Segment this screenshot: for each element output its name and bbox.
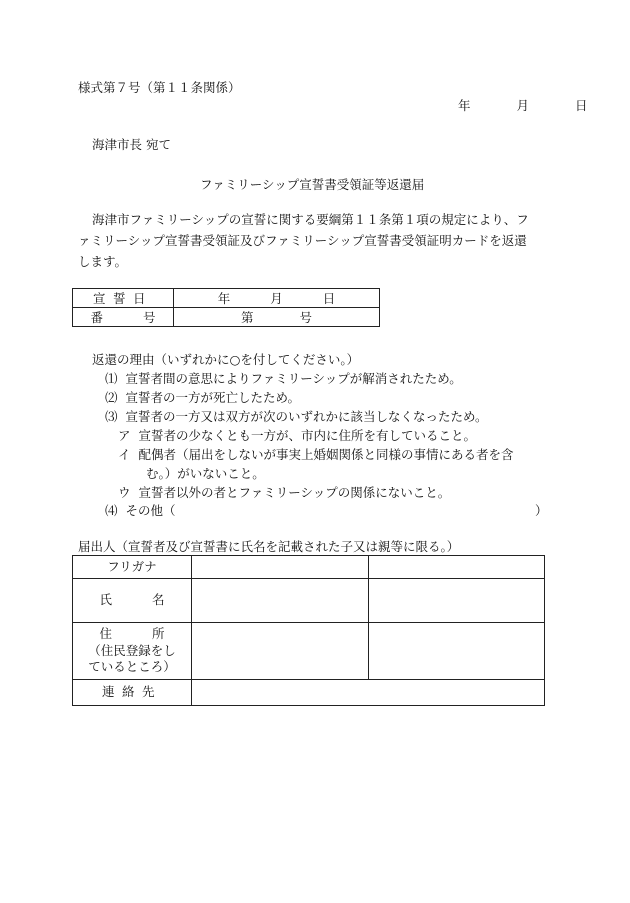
reason-4-text: その他（ xyxy=(125,503,176,518)
reason-2-number: ⑵ xyxy=(105,390,118,405)
oath-number-row xyxy=(73,308,380,327)
oath-date-value[interactable]: 年 月 日 xyxy=(174,289,380,308)
reason-1-number: ⑴ xyxy=(105,371,118,386)
form-title: ファミリーシップ宣誓書受領証等返還届 xyxy=(200,177,425,192)
furigana-field-1[interactable] xyxy=(192,556,369,579)
name-field-1[interactable] xyxy=(192,579,369,623)
reason-4[interactable] xyxy=(105,503,175,518)
contact-row xyxy=(73,680,545,706)
reason-3-u: ウ 宣誓者以外の者とファミリーシップの関係にないこと。 xyxy=(118,485,451,500)
date-line xyxy=(458,98,588,113)
address-field-1[interactable] xyxy=(192,623,369,680)
name-field-2[interactable] xyxy=(369,579,545,623)
oath-date-row xyxy=(73,289,380,308)
reason-3-text: 宣誓者の一方又は双方が次のいずれかに該当しなくなったため。 xyxy=(125,409,488,424)
name-label: 氏 名 xyxy=(73,579,192,623)
reason-3-i: イ 配偶者（届出をしないが事実上婚姻関係と同様の事情にある者を含 xyxy=(118,447,514,462)
reasons-heading: 返還の理由（いずれかに○を付してください。） xyxy=(92,352,360,367)
oath-date-label: 宣誓日 xyxy=(73,289,174,308)
reason-3-i-cont: む。）がいないこと。 xyxy=(146,466,265,481)
reason-1[interactable] xyxy=(105,371,462,386)
address-row xyxy=(73,623,545,680)
contact-field[interactable] xyxy=(192,680,545,706)
oath-table xyxy=(72,288,380,327)
furigana-row xyxy=(73,556,545,579)
reason-2[interactable] xyxy=(105,390,300,405)
date-day-label: 日 xyxy=(575,98,588,113)
notifier-table xyxy=(72,555,545,706)
reason-4-number: ⑷ xyxy=(105,503,118,518)
furigana-label: フリガナ xyxy=(73,556,192,579)
contact-label: 連絡先 xyxy=(73,680,192,706)
date-month-label: 月 xyxy=(516,98,530,113)
intro-line-2: ァミリーシップ宣誓書受領証及びファミリーシップ宣誓書受領証明カードを返還 xyxy=(78,233,527,248)
form-number: 様式第７号（第１１条関係） xyxy=(78,80,241,95)
date-year-label: 年 xyxy=(458,98,471,113)
addressee: 海津市長 宛て xyxy=(92,137,171,152)
furigana-field-2[interactable] xyxy=(369,556,545,579)
intro-line-1: 海津市ファミリーシップの宣誓に関する要綱第１１条第１項の規定により、フ xyxy=(92,212,529,227)
reason-3[interactable] xyxy=(105,409,487,424)
oath-number-value[interactable]: 第 号 xyxy=(174,308,380,327)
name-row xyxy=(73,579,545,623)
address-label: 住 所 （住民登録をし ているところ） xyxy=(73,623,192,680)
reason-4-close: ） xyxy=(535,503,548,518)
reason-2-text: 宣誓者の一方が死亡したため。 xyxy=(125,390,300,405)
reason-3-number: ⑶ xyxy=(105,409,118,424)
notifier-heading: 届出人（宣誓者及び宣誓書に氏名を記載された子又は親等に限る。） xyxy=(78,539,460,554)
intro-line-3: します。 xyxy=(78,254,128,269)
reason-1-text: 宣誓者間の意思によりファミリーシップが解消されたため。 xyxy=(125,371,462,386)
oath-number-label: 番 号 xyxy=(73,308,174,327)
reason-3-a: ア 宣誓者の少なくとも一方が、市内に住所を有していること。 xyxy=(118,428,476,443)
address-field-2[interactable] xyxy=(369,623,545,680)
